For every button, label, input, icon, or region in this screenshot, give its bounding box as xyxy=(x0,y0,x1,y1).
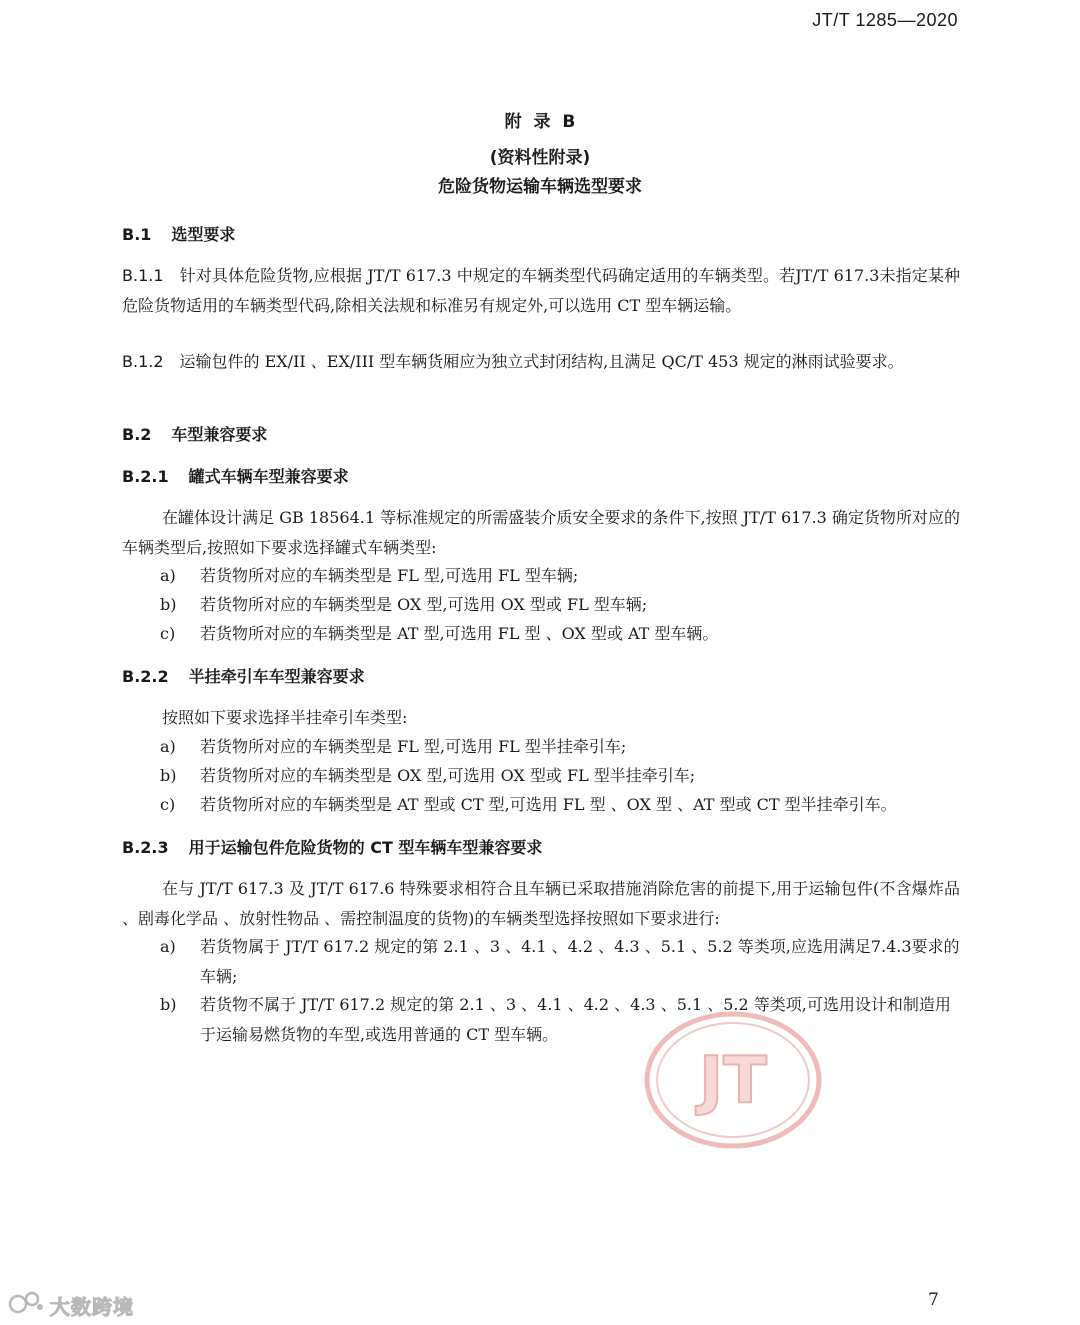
subsection-number: B.2.1 xyxy=(122,467,169,486)
watermark-logo-icon xyxy=(6,1287,46,1321)
appendix-title: 危险货物运输车辆选型要求 xyxy=(438,177,642,197)
list-text: 若货物所对应的车辆类型是 OX 型,可选用 OX 型或 FL 型车辆; xyxy=(200,595,648,614)
clause-number: B.1.2 xyxy=(122,352,164,371)
subsection-number: B.2.2 xyxy=(122,667,169,686)
section-number: B.2 xyxy=(122,425,152,444)
b22-intro: 按照如下要求选择半挂牵引车类型: xyxy=(162,708,408,727)
list-item xyxy=(160,732,960,762)
subsection-b23-heading xyxy=(122,835,542,858)
section-title: 车型兼容要求 xyxy=(171,425,268,444)
list-item xyxy=(160,619,960,649)
b21-intro: 在罐体设计满足 GB 18564.1 等标准规定的所需盛装介质安全要求的条件下,按照 JT/T 617.3 确定货物所对应的车辆类型后,按照如下要求选择罐式车辆类型: xyxy=(122,508,960,557)
list-item xyxy=(160,990,960,1049)
clause-text: 针对具体危险货物,应根据 JT/T 617.3 中规定的车辆类型代码确定适用的车辆类型。若JT/T 617.3未指定某种危险货物适用的车辆类型代码,除相关法规和标准另有规定外,可以选用 CT 型车辆运输。 xyxy=(122,266,960,315)
list-item xyxy=(160,590,960,620)
b23-intro: 在与 JT/T 617.3 及 JT/T 617.6 特殊要求相符合且车辆已采取措施消除危害的前提下,用于运输包件(不含爆炸品 、剧毒化学品 、放射性物品 、需控制温度的货物)的车辆类型选择按照如下要求进行: xyxy=(122,879,960,928)
list-marker: b) xyxy=(160,766,177,785)
list-item xyxy=(160,761,960,791)
clause-b11 xyxy=(122,261,960,320)
section-b1-heading xyxy=(122,222,235,245)
clause-number: B.1.1 xyxy=(122,266,164,285)
list-item xyxy=(160,932,960,991)
list-text: 若货物属于 JT/T 617.2 规定的第 2.1 、3 、4.1 、4.2 、4.3 、5.1 、5.2 等类项,应选用满足7.4.3要求的车辆; xyxy=(200,937,960,986)
svg-text:JT: JT xyxy=(699,1044,767,1118)
list-marker: a) xyxy=(160,566,176,585)
watermark-text: 大数跨境 xyxy=(50,1295,134,1319)
list-text: 若货物所对应的车辆类型是 AT 型,可选用 FL 型 、OX 型或 AT 型车辆。 xyxy=(200,624,719,643)
list-text: 若货物所对应的车辆类型是 AT 型或 CT 型,可选用 FL 型 、OX 型 、AT 型或 CT 型半挂牵引车。 xyxy=(200,795,897,814)
list-marker: a) xyxy=(160,737,176,756)
list-item xyxy=(160,790,960,820)
clause-b12 xyxy=(122,347,960,377)
subsection-b21-heading xyxy=(122,464,349,487)
subsection-title: 用于运输包件危险货物的 CT 型车辆车型兼容要求 xyxy=(188,838,543,857)
list-text: 若货物不属于 JT/T 617.2 规定的第 2.1 、3 、4.1 、4.2 、4.3 、5.1 、5.2 等类项,可选用设计和制造用于运输易燃货物的车型,或选用普通的 CT 型车辆。 xyxy=(200,995,951,1044)
subsection-title: 半挂牵引车车型兼容要求 xyxy=(188,667,365,686)
clause-text: 运输包件的 EX/II 、EX/III 型车辆货厢应为独立式封闭结构,且满足 QC/T 453 规定的淋雨试验要求。 xyxy=(179,352,904,371)
section-title: 选型要求 xyxy=(171,225,236,244)
subsection-b22-heading xyxy=(122,664,365,687)
list-marker: c) xyxy=(160,795,176,814)
section-b2-heading xyxy=(122,422,267,445)
standard-code: JT/T 1285—2020 xyxy=(812,10,958,30)
page-number: 7 xyxy=(928,1290,939,1310)
watermark xyxy=(6,1287,146,1321)
appendix-type: (资料性附录) xyxy=(489,148,591,168)
list-text: 若货物所对应的车辆类型是 OX 型,可选用 OX 型或 FL 型半挂牵引车; xyxy=(200,766,696,785)
list-text: 若货物所对应的车辆类型是 FL 型,可选用 FL 型车辆; xyxy=(200,566,579,585)
subsection-title: 罐式车辆车型兼容要求 xyxy=(188,467,349,486)
jt-stamp-icon xyxy=(643,1010,823,1150)
list-marker: c) xyxy=(160,624,176,643)
list-marker: a) xyxy=(160,937,176,956)
appendix-label: 附 录 B xyxy=(504,112,576,132)
section-number: B.1 xyxy=(122,225,152,244)
list-marker: b) xyxy=(160,995,177,1014)
list-item xyxy=(160,561,960,591)
subsection-number: B.2.3 xyxy=(122,838,169,857)
list-marker: b) xyxy=(160,595,177,614)
list-text: 若货物所对应的车辆类型是 FL 型,可选用 FL 型半挂牵引车; xyxy=(200,737,627,756)
